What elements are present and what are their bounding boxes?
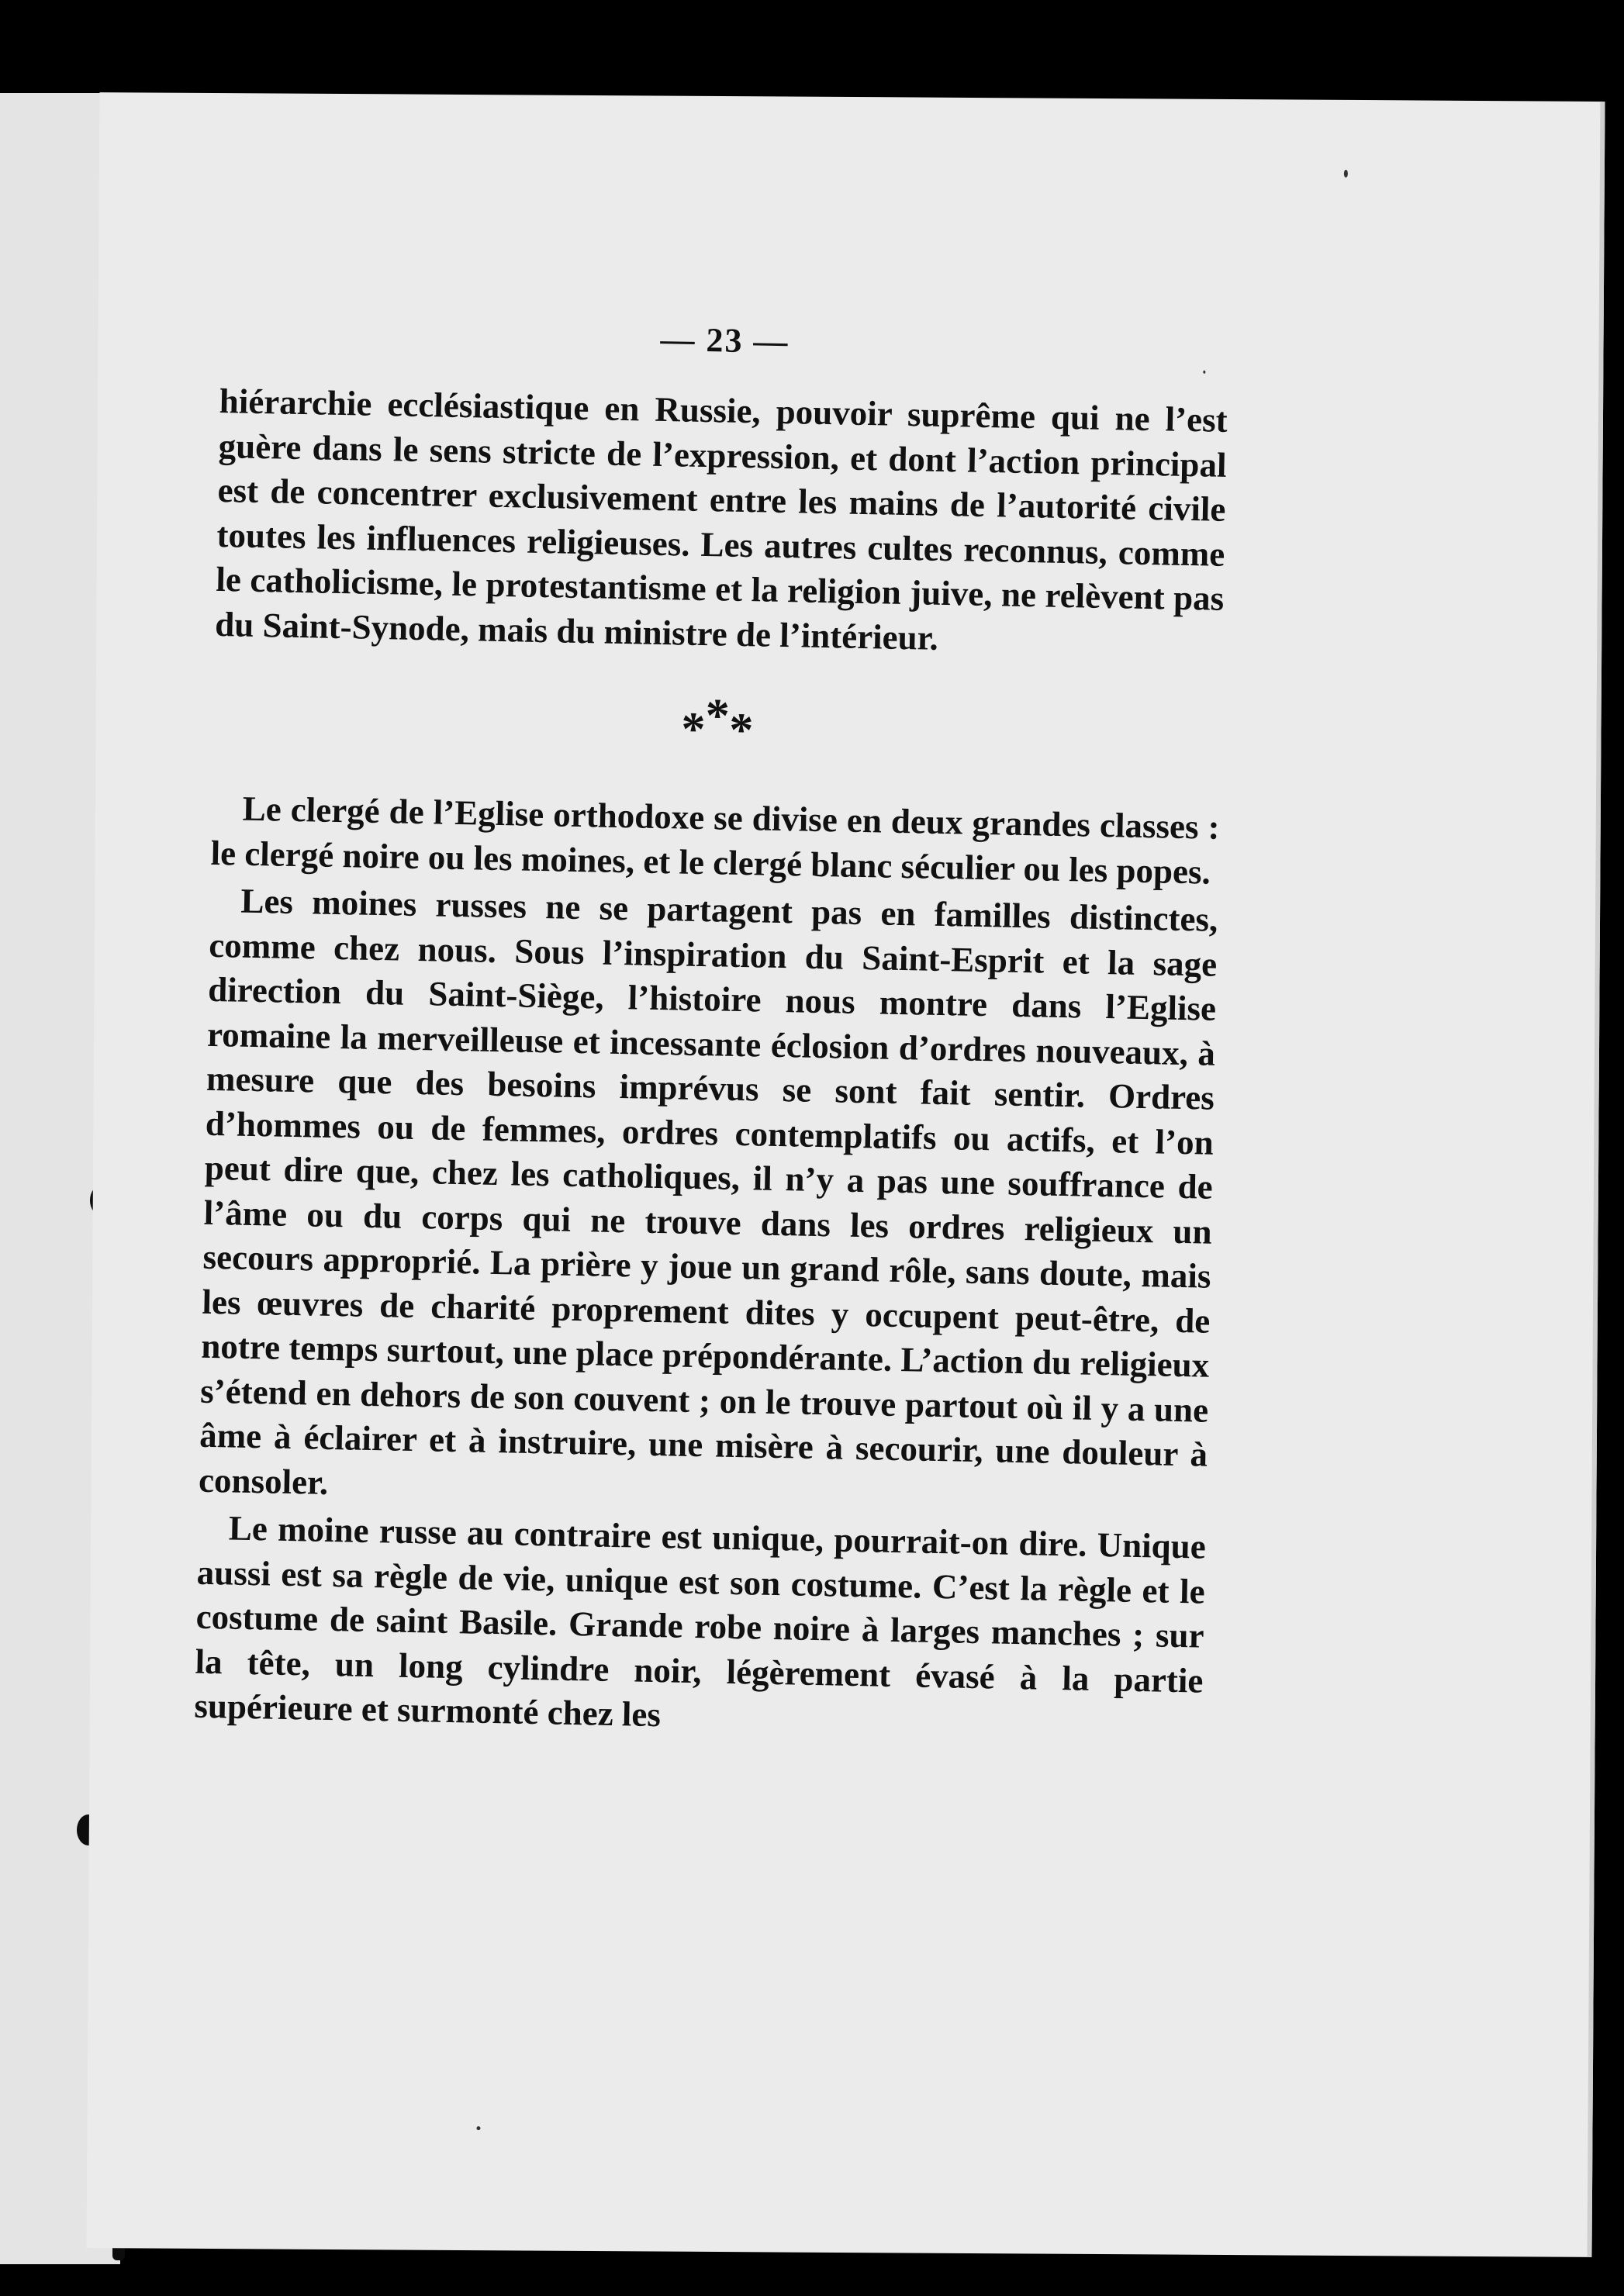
- asterisk-right: *: [728, 703, 754, 758]
- page-speck: [1344, 170, 1348, 178]
- paragraph-unique-monk: Le moine russe au contraire est unique, pourrait-on dire. Unique aussi est sa règle de vie, unique est son costume. C’est la règle et le costume de saint Basile. Grande robe noire à larges manches ; sur la tête, un long cylindre noir, légèrement évasé à la partie supérieure et surmonté chez les: [194, 1508, 1207, 1735]
- page-number: — 23 —: [660, 319, 790, 361]
- page-text: [194, 314, 1229, 1748]
- asterisk-left: *: [680, 703, 706, 757]
- paragraph-russian-monks: Les moines russes ne se partagent pas en familles distinctes, comme chez nous. Sous l’inspiration du Saint-Esprit et la sage direction du Saint-Siège, l’histoire nous montre dans l’Eglise romaine la merveilleuse et incessante éclosion d’ordres nouveaux, à mesure que des besoins imprévus se sont fait sentir. Ordres d’hommes ou de femmes, ordres contemplatifs ou actifs, et l’on peut dire que, chez les catholiques, il n’y a pas une souffrance de l’âme ou du corps qui ne trouve dans les ordres religieux un secours approprié. La prière y joue un grand rôle, sans doute, mais les œuvres de charité proprement dites y occupent peut-être, de notre temps surtout, une place prépondérante. L’action du religieux s’étend en dehors de son couvent ; on le trouve partout où il y a une âme à éclairer et à instruire, une misère à secourir, une douleur à consoler.: [198, 881, 1218, 1502]
- page-speck: [476, 2126, 480, 2130]
- asterisk-middle: *: [705, 689, 731, 743]
- section-separator: [213, 682, 1222, 758]
- paragraph-clergy-classes: Le clergé de l’Eglise orthodoxe se divise en deux grandes classes : le clergé noire ou les moines, et le clergé blanc séculier ou les popes.: [210, 789, 1221, 892]
- paragraph-continuation: hiérarchie ecclésiastique en Russie, pouvoir suprême qui ne l’est guère dans le sens stricte de l’expression, et dont l’action principal est de concentrer exclusivement entre les mains de l’autorité civile toutes les influences religieuses. Les autres cultes reconnus, comme le catholicisme, le protestantisme et la religion juive, ne relèvent pas du Saint-Synode, mais du ministre de l’intérieur.: [214, 381, 1228, 658]
